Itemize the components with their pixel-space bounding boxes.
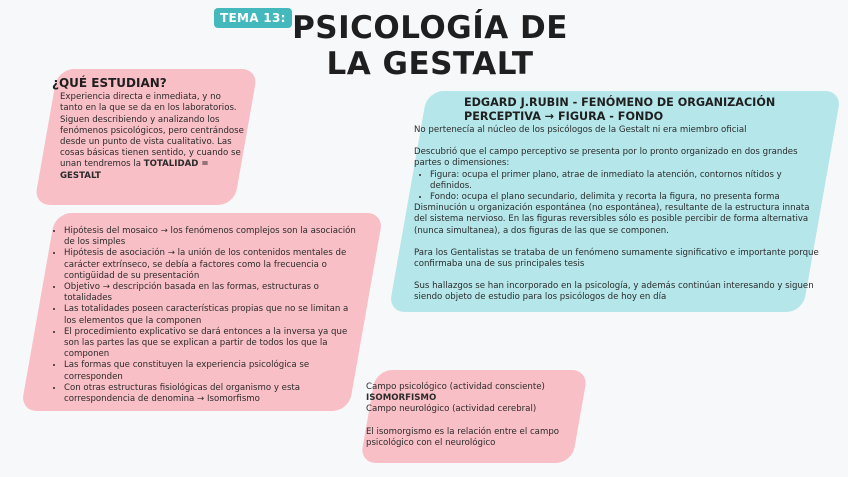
hipotesis-list (50, 226, 356, 405)
list-item: • El procedimiento explicativo se dará entonces a la inversa ya que son las partes las que se explican a partir de todos los que la componen (64, 327, 356, 361)
estudian-body: Experiencia directa e inmediata, y no tanto en la que se da en los laboratorios. Siguen describiendo y analizando los fenómenos psicológicos, pero centrándose desde un punto de vista cualitativo. Las cosas básicas tienen sentido, y cuando se unan tendremos la (60, 92, 244, 170)
page-title: PSICOLOGÍA DE LA GESTALT (292, 10, 568, 82)
isomorfismo-line2: Campo neurológico (actividad cerebral) (366, 404, 537, 415)
list-item: • Fondo: ocupa el plano secundario, delimita y recorta la figura, no presenta forma (430, 192, 820, 203)
isomorfismo-text: El isomorgismo es la relación entre el campo psicológico con el neurológico (366, 426, 560, 448)
list-item: • Las totalidades poseen características propias que no se limitan a los elementos que la componen (64, 304, 356, 326)
topic-badge: TEMA 13: (214, 8, 292, 28)
estudian-text (60, 92, 244, 182)
hipotesis-card (50, 226, 356, 405)
rubin-bullets (414, 170, 820, 204)
list-item: • Con otras estructuras fisiológicas del organismo y esta correspondencia de denomina → Isomorfismo (64, 383, 356, 405)
estudian-heading: ¿QUÉ ESTUDIAN? (52, 76, 167, 90)
isomorfismo-card (366, 382, 576, 449)
rubin-p2: Descubrió que el campo perceptivo se presenta por lo pronto organizado en dos grandes partes o dimensiones: (414, 147, 798, 169)
list-item: • Las formas que constituyen la experiencia psicológica se corresponden (64, 360, 356, 382)
rubin-card (414, 96, 820, 304)
rubin-p5: Sus hallazgos se han incorporado en la psicología, y además continúan interesando y siguen siendo objeto de estudio para los psicólogos de hoy en día (414, 281, 814, 303)
isomorfismo-line1: Campo psicológico (actividad consciente) (366, 382, 545, 392)
isomorfismo-heading: ISOMORFISMO (366, 393, 437, 404)
list-item: • Objetivo → descripción basada en las formas, estructuras o totalidades (64, 282, 356, 304)
estudian-totalidad: TOTALIDAD = GESTALT (60, 159, 209, 181)
rubin-heading: EDGARD J.RUBIN - FENÓMENO DE ORGANIZACIÓN PERCEPTIVA → FIGURA - FONDO (464, 96, 776, 123)
rubin-p1: No pertenecía al núcleo de los psicólogos de la Gestalt ni era miembro oficial (414, 125, 747, 135)
list-item: • Hipótesis de asociación → la unión de los contenidos mentales de carácter extrínseco, se debía a factores como la frecuencia o contigüidad de su presentación (64, 248, 356, 282)
estudian-card (54, 78, 244, 182)
rubin-p3: Disminución u organización espontánea (no espontánea), resultante de la estructura innata del sistema nervioso. En las figuras reversibles sólo es posible percibir de forma alternativa (nunca simultanea), a dos figuras de las que se componen. (414, 203, 810, 236)
list-item: • Figura: ocupa el primer plano, atrae de inmediato la atención, contornos nítidos y definidos. (430, 170, 820, 192)
rubin-p4: Para los Gentalistas se trataba de un fenómeno sumamente significativo e importante porque confirmaba una de sus principales tesis (414, 247, 819, 270)
list-item: • Hipótesis del mosaico → los fenómenos complejos son la asociación de los simples (64, 226, 356, 248)
